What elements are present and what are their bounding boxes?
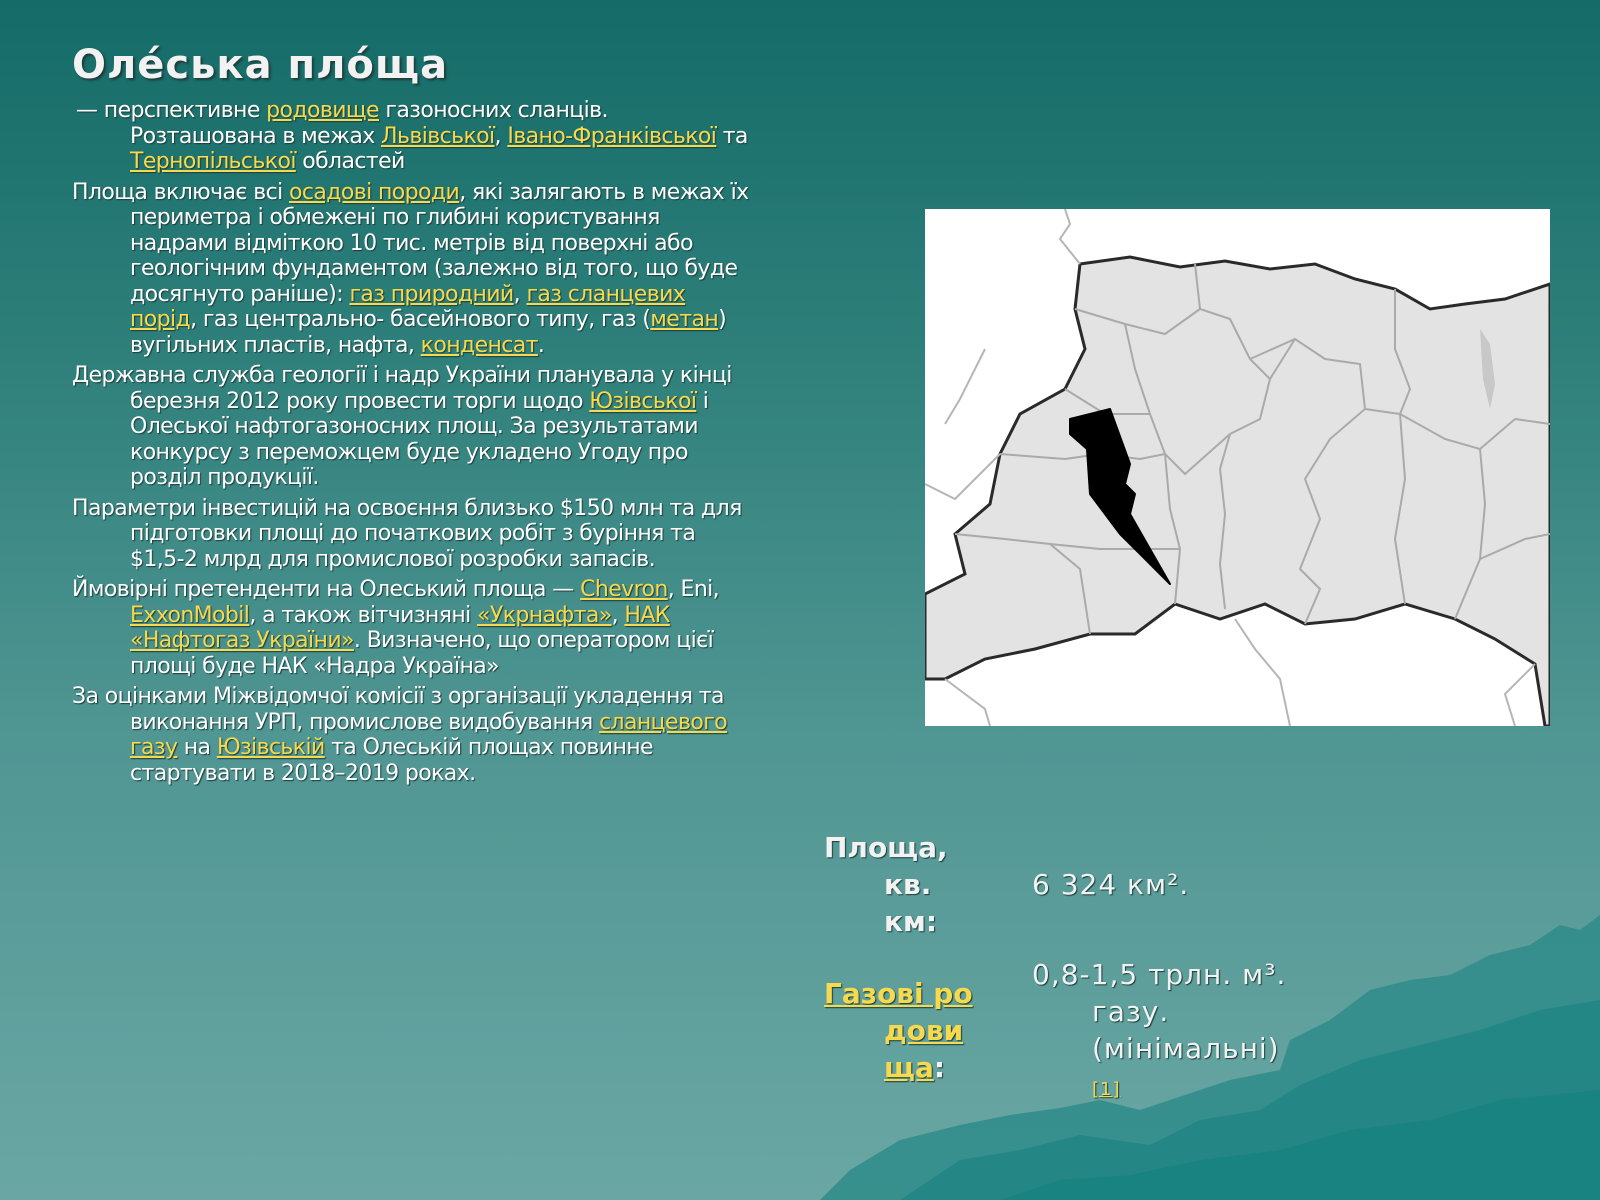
gas-fields-label: [824, 975, 994, 1086]
text-segment: — перспективне: [76, 98, 267, 123]
paragraph-tender: [72, 363, 752, 491]
paragraph-production-start: [72, 684, 752, 786]
link-metan[interactable]: метан: [650, 307, 719, 332]
text-segment: .: [537, 332, 545, 358]
link-gazovi-rodovyshcha[interactable]: Газові родовища: [824, 977, 973, 1084]
link-kondensat[interactable]: конденсат: [420, 332, 538, 358]
map-landmass: [925, 257, 1550, 726]
area-label: [824, 829, 974, 940]
map-drawing: [925, 209, 1550, 726]
link-gaz-pryrodnyi[interactable]: газ природний: [349, 281, 514, 307]
text-segment: Ймовірні претенденти на Олеський площа —: [72, 577, 581, 602]
text-segment: та Олеській площах повинне стартувати в 2018–2019 роках.: [130, 735, 653, 786]
region-map: [925, 209, 1550, 726]
link-rodovyshche[interactable]: родовище: [266, 98, 379, 123]
link-yuzivska[interactable]: Юзівської: [589, 388, 697, 414]
area-label-text: Площа, кв. км:: [824, 831, 948, 938]
text-segment: Площа включає всі: [72, 179, 290, 205]
link-ivano-frankivska[interactable]: Івано-Франківської: [507, 123, 717, 149]
text-segment: ,: [494, 123, 508, 149]
area-value: 6 324 км².: [1032, 868, 1190, 901]
link-osadovi-porody[interactable]: осадові породи: [289, 179, 460, 205]
link-gaz-slantsevykh-porid[interactable]: газ сланцевих порід: [130, 281, 686, 332]
link-yuzivskii[interactable]: Юзівській: [216, 735, 325, 760]
text-segment: . Визначено, що оператором цієї площі буде НАК «Надра Україна»: [130, 628, 714, 679]
paragraph-investment: [72, 496, 752, 573]
paragraph-candidates: [72, 577, 752, 679]
text-segment: За оцінками Міжвідомчої комісії з організації укладення та виконання УРП, промислове видобування: [72, 684, 724, 735]
text-segment: газоносних сланців. Розташована в межах: [130, 98, 608, 149]
link-exxonmobil[interactable]: ExxonMobil: [130, 602, 250, 628]
text-segment: ,: [611, 602, 625, 628]
gas-ref-wrap: [1032, 1067, 1312, 1108]
text-segment: і Олеської нафтогазоносних площ. За результатами конкурсу з переможцем буде укладено Угоду про розділ продукції.: [130, 388, 709, 490]
slide-title: Оле́ська пло́ща: [72, 42, 449, 88]
text-segment: на: [177, 735, 217, 760]
text-segment: ) вугільних пластів, нафта,: [130, 307, 727, 358]
gas-label-suffix: :: [933, 1051, 946, 1084]
paragraph-area-scope: [72, 180, 752, 359]
gas-value-text: 0,8-1,5 трлн. м³. газу. (мінімальні): [1032, 958, 1287, 1065]
text-segment: областей: [295, 149, 405, 174]
slide-body: [72, 98, 752, 791]
text-segment: та: [716, 123, 748, 149]
paragraph-intro: [72, 98, 752, 175]
link-ukrnafta[interactable]: «Укрнафта»: [477, 602, 612, 628]
text-segment: Державна служба геології і надр України планувала у кінці березня 2012 року провести торги щодо: [72, 363, 732, 414]
text-segment: , які залягають в межах їх периметра і обмежені по глибині користування надрами відміткою 10 тис. метрів від поверхні або геологічним фундаментом (залежно від того, що буде досягнуто раніше):: [130, 179, 749, 307]
link-ternopilska[interactable]: Тернопільської: [130, 149, 296, 174]
text-segment: , а також вітчизняні: [249, 602, 478, 628]
link-lvivska[interactable]: Львівської: [381, 123, 495, 149]
reference-link[interactable]: [1]: [1092, 1079, 1121, 1100]
text-segment: , газ центрально- басейнового типу, газ (: [190, 307, 651, 332]
text-segment: Параметри інвестицій на освоєння близько $150 млн та для підготовки площі до початкових робіт з буріння та $1,5-2 млрд для промислової розробки запасів.: [72, 495, 742, 572]
text-segment: ,: [513, 281, 527, 307]
link-naftogaz[interactable]: НАК «Нафтогаз України»: [130, 602, 670, 653]
gas-value: [1032, 956, 1312, 1108]
link-slantsevyi-gaz[interactable]: сланцевого газу: [130, 709, 728, 760]
link-chevron[interactable]: Chevron: [580, 577, 668, 602]
gas-fields-label-wrap: [824, 975, 994, 1086]
text-segment: , Eni,: [667, 577, 720, 602]
